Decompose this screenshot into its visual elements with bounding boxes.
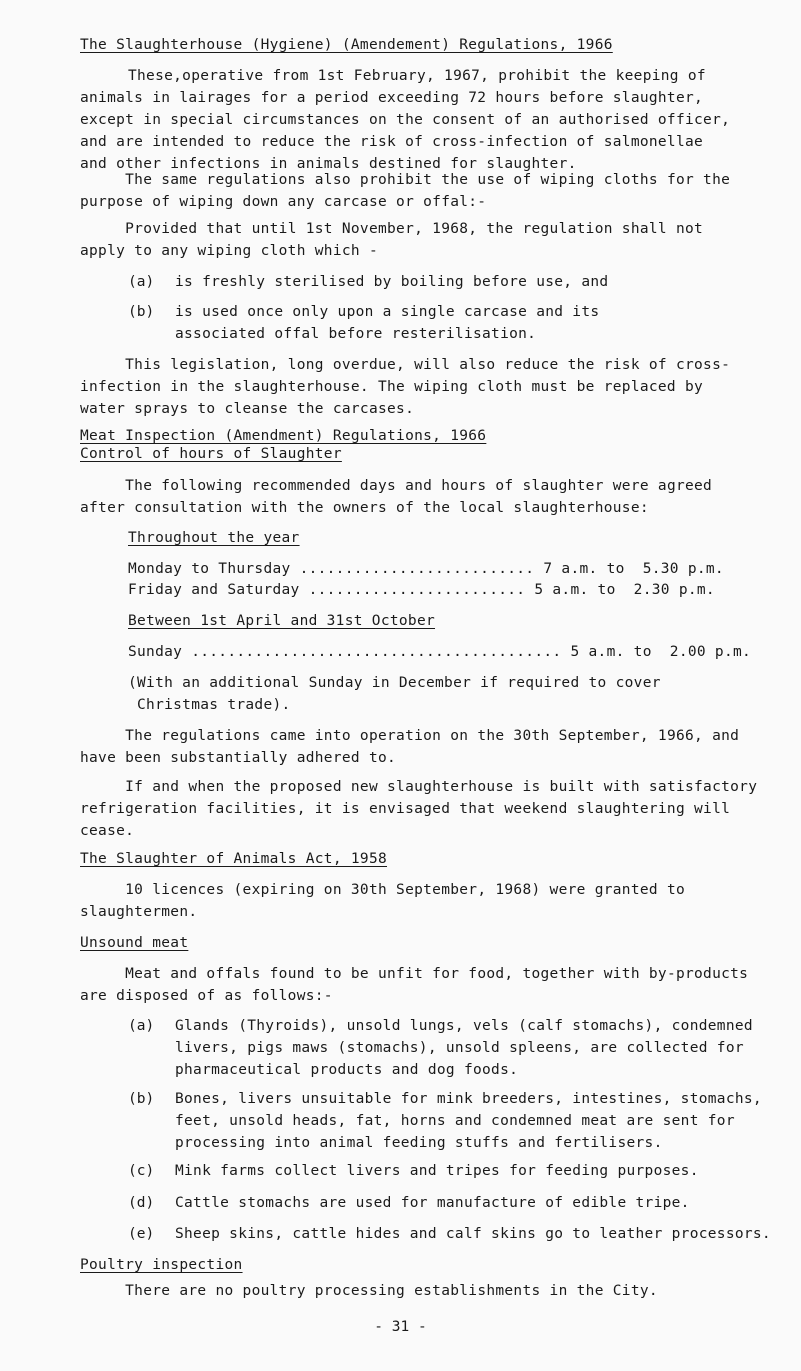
section-title-meat-inspection: Meat Inspection (Amendment) Regulations, 1966 [80, 428, 487, 444]
paragraph-disposal: Meat and offals found to be unfit for food, together with by-products are disposed of as follows:- [80, 966, 749, 1004]
paragraph-regulations-intro: These,operative from 1st February, 1967, prohibit the keeping of animals in lairages for a period exceeding 72 hours before slaughter, except in special circumstances on the consent of an authorised officer, and are intended to reduce the risk of cross-infection of salmonellae and other infections in animals destined for slaughter. [80, 68, 731, 172]
list-item-text: Cattle stomachs are used for manufacture of edible tripe. [175, 1195, 690, 1211]
hours-row-sunday: Sunday ......................................... 5 a.m. to 2.00 p.m. [128, 644, 752, 660]
subheading-april-october: Between 1st April and 31st October [128, 613, 436, 629]
list-item-label: (a) [128, 1018, 155, 1034]
list-item-text: Sheep skins, cattle hides and calf skins go to leather processors. [175, 1226, 771, 1242]
paragraph-proviso: Provided that until 1st November, 1968, the regulation shall not apply to any wiping cloth which - [80, 221, 704, 259]
paragraph-poultry: There are no poultry processing establishments in the City. [80, 1283, 658, 1299]
paragraph-wiping-cloths: The same regulations also prohibit the use of wiping cloths for the purpose of wiping down any carcase or offal:- [80, 172, 731, 210]
condition-a-text: is freshly sterilised by boiling before use, and [175, 274, 609, 290]
condition-a-label: (a) [128, 274, 155, 290]
condition-b-text: is used once only upon a single carcase and its associated offal before resterilisation. [175, 304, 600, 342]
page-number: - 31 - [374, 1319, 427, 1335]
list-item-text: Mink farms collect livers and tripes for feeding purposes. [175, 1163, 699, 1179]
condition-b-label: (b) [128, 304, 155, 320]
paragraph-legislation: This legislation, long overdue, will also reduce the risk of cross- infection in the slaughterhouse. The wiping cloth must be replaced by water sprays to cleanse the carcases. [80, 357, 731, 417]
section-subtitle-hours: Control of hours of Slaughter [80, 446, 342, 462]
list-item-label: (b) [128, 1091, 155, 1107]
hours-row-friday-saturday: Friday and Saturday ........................ 5 a.m. to 2.30 p.m. [128, 582, 715, 598]
paragraph-licences: 10 licences (expiring on 30th September, 1968) were granted to slaughtermen. [80, 882, 685, 920]
note-christmas: (With an additional Sunday in December if required to cover Christmas trade). [128, 675, 661, 713]
section-title-slaughter-act: The Slaughter of Animals Act, 1958 [80, 851, 388, 867]
list-item-label: (d) [128, 1195, 155, 1211]
list-item-label: (c) [128, 1163, 155, 1179]
paragraph-recommended-hours: The following recommended days and hours of slaughter were agreed after consultation with the owners of the local slaughterhouse: [80, 478, 713, 516]
subheading-throughout-year: Throughout the year [128, 530, 300, 546]
hours-row-monday-thursday: Monday to Thursday .......................... 7 a.m. to 5.30 p.m. [128, 561, 724, 577]
paragraph-new-slaughterhouse: If and when the proposed new slaughterhouse is built with satisfactory refrigeration facilities, it is envisaged that weekend slaughtering will cease. [80, 779, 758, 839]
list-item-text: Bones, livers unsuitable for mink breeders, intestines, stomachs, feet, unsold heads, fat, horns and condemned meat are sent for processing into animal feeding stuffs and fertilisers. [175, 1091, 762, 1151]
paragraph-operation: The regulations came into operation on the 30th September, 1966, and have been substantially adhered to. [80, 728, 740, 766]
section-title-unsound-meat: Unsound meat [80, 935, 189, 951]
list-item-label: (e) [128, 1226, 155, 1242]
section-title-poultry: Poultry inspection [80, 1257, 243, 1273]
section-title-hygiene: The Slaughterhouse (Hygiene) (Amendement) Regulations, 1966 [80, 37, 613, 53]
list-item-text: Glands (Thyroids), unsold lungs, vels (calf stomachs), condemned livers, pigs maws (stomachs), unsold spleens, are collected for pharmaceutical products and dog foods. [175, 1018, 753, 1078]
